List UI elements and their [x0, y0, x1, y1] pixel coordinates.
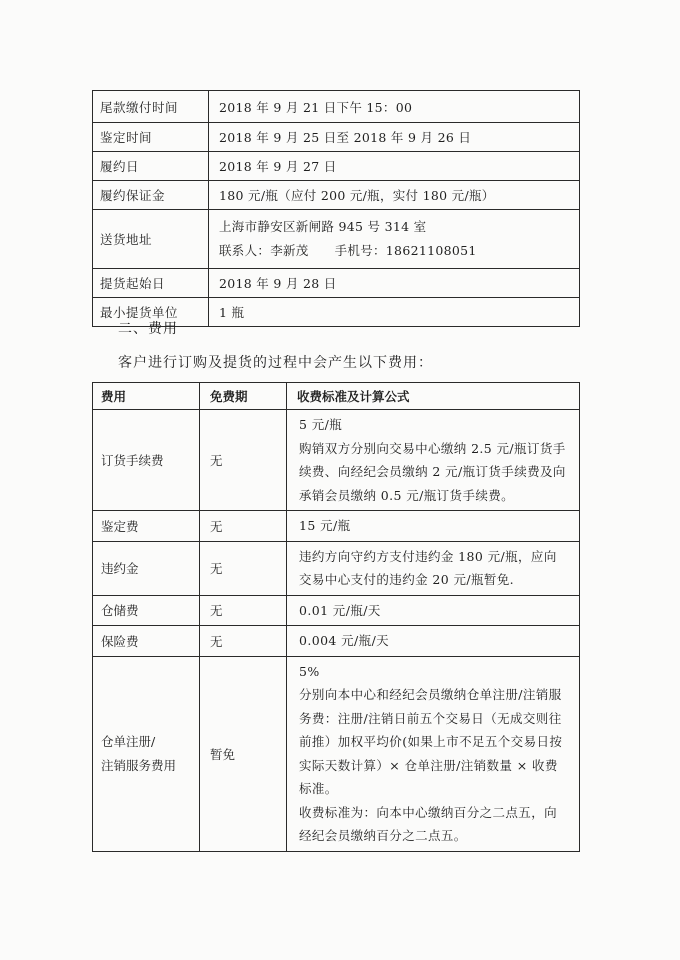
- table-row: [93, 181, 580, 210]
- table-row: [93, 410, 580, 511]
- row-label: 履约保证金: [93, 181, 209, 210]
- row-value: 2018 年 9 月 25 日至 2018 年 9 月 26 日: [209, 123, 580, 152]
- fee-name: 鉴定费: [93, 511, 200, 542]
- row-value: 2018 年 9 月 27 日: [209, 152, 580, 181]
- fee-standard-line: 5 元/瓶: [299, 417, 343, 432]
- fee-name: 订货手续费: [93, 410, 200, 511]
- fee-free-period: 无: [200, 595, 287, 626]
- fee-standard: [287, 511, 580, 542]
- table-row: [93, 91, 580, 123]
- row-label: 尾款缴付时间: [93, 91, 209, 123]
- fee-name-line: 注销服务费用: [101, 757, 177, 773]
- fee-standard-line: 违约方向守约方支付违约金 180 元/瓶，应向交易中心支付的违约金 20 元/瓶暂免.: [299, 548, 557, 587]
- fee-free-period: 无: [200, 541, 287, 595]
- row-label: 提货起始日: [93, 269, 209, 298]
- row-value: 2018 年 9 月 28 日: [209, 269, 580, 298]
- table-row: [93, 123, 580, 152]
- address-line: 上海市静安区新闸路 945 号 314 室: [219, 219, 427, 234]
- fee-free-period: 暂免: [200, 656, 287, 851]
- fee-free-period: 无: [200, 511, 287, 542]
- table-row: [93, 541, 580, 595]
- column-header: 收费标准及计算公式: [287, 383, 580, 410]
- fee-name-line: 仓单注册/: [101, 733, 156, 749]
- delivery-info-table: [92, 90, 580, 327]
- table-row: [93, 656, 580, 851]
- table-header-row: [93, 383, 580, 410]
- row-label: 送货地址: [93, 210, 209, 269]
- fee-name: [93, 656, 200, 851]
- fee-standard: [287, 656, 580, 851]
- fee-standard-line: 0.01 元/瓶/天: [299, 602, 381, 618]
- address-cell: [209, 210, 580, 269]
- fee-standard-line: 购销双方分别向交易中心缴纳 2.5 元/瓶订货手续费、向经纪会员缴纳 2 元/瓶订货手续费及向承销会员缴纳 0.5 元/瓶订货手续费。: [299, 440, 566, 503]
- fee-free-period: 无: [200, 626, 287, 657]
- fee-name: 违约金: [93, 541, 200, 595]
- fee-standard: [287, 595, 580, 626]
- fee-table: [92, 382, 580, 852]
- section-intro: 客户进行订购及提货的过程中会产生以下费用：: [118, 355, 433, 371]
- fee-free-period: 无: [200, 410, 287, 511]
- column-header: 免费期: [200, 383, 287, 410]
- table-row: [93, 626, 580, 657]
- fee-standard: [287, 541, 580, 595]
- table-row: [93, 269, 580, 298]
- fee-standard: [287, 410, 580, 511]
- fee-standard-line: 15 元/瓶: [299, 518, 351, 533]
- row-value: 1 瓶: [209, 298, 580, 327]
- section-heading: 二、费用: [118, 321, 178, 337]
- contact-person: 联系人：李新茂: [219, 243, 309, 258]
- row-value: 180 元/瓶（应付 200 元/瓶，实付 180 元/瓶）: [209, 181, 580, 210]
- table-row: [93, 595, 580, 626]
- row-label: 最小提货单位: [93, 298, 209, 327]
- table-row: [93, 152, 580, 181]
- row-label: 履约日: [93, 152, 209, 181]
- contact-line: [219, 239, 579, 263]
- fee-name: 保险费: [93, 626, 200, 657]
- fee-standard-line: 0.004 元/瓶/天: [299, 633, 390, 648]
- table-row-address: [93, 210, 580, 269]
- fee-standard-line: 5%: [299, 663, 320, 679]
- fee-standard-line: 分别向本中心和经纪会员缴纳仓单注册/注销服务费：注册/注销日前五个交易日（无成交则往前推）加权平均价(如果上市不足五个交易日按实际天数计算）× 仓单注册/注销数量 × 收费标准。: [299, 687, 563, 796]
- fee-standard-line: 收费标准为：向本中心缴纳百分之二点五，向经纪会员缴纳百分之二点五。: [299, 804, 558, 843]
- fee-standard: [287, 626, 580, 657]
- contact-phone: 手机号：18621108051: [334, 243, 477, 258]
- table-row: [93, 511, 580, 542]
- fee-name: 仓储费: [93, 595, 200, 626]
- row-value: 2018 年 9 月 21 日下午 15：00: [209, 91, 580, 123]
- column-header: 费用: [93, 383, 200, 410]
- row-label: 鉴定时间: [93, 123, 209, 152]
